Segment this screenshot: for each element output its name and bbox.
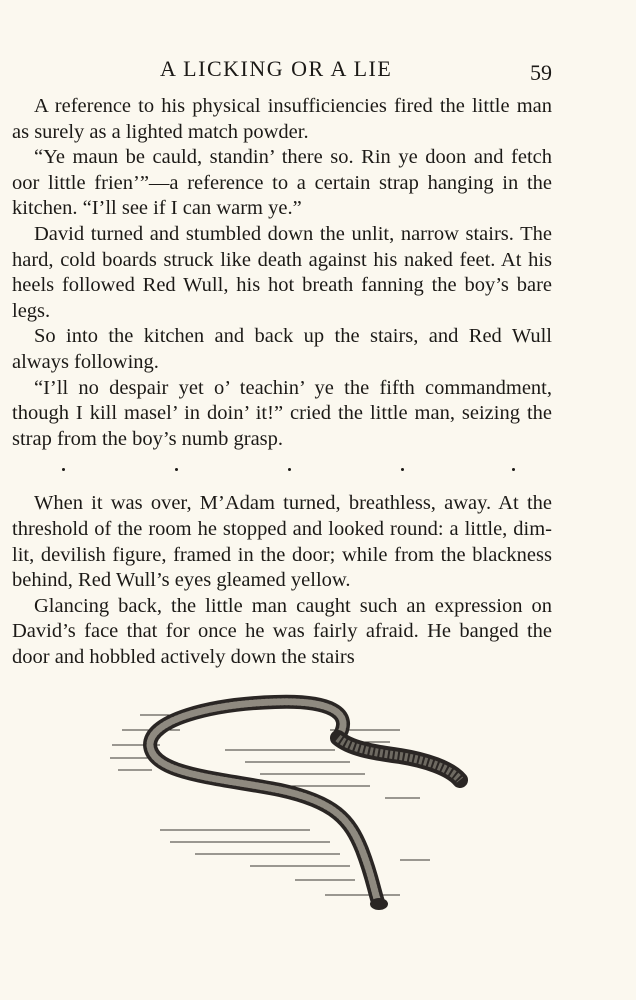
paragraph: “Ye maun be cauld, standin’ there so. Rin ye doon and fetch oor little frien’”—a reference to a certain strap hanging in the kitchen. “I’ll see if I can warm ye.” (12, 146, 552, 220)
strap-illustration (100, 690, 470, 915)
section-break-dots (12, 454, 552, 485)
strap-tip (370, 898, 388, 910)
paragraph: Glancing back, the little man caught such an expression on David’s face that for once he was fairly afraid. He banged the door and hobbled actively down the stairs (12, 594, 552, 668)
paragraph: “I’ll no despair yet o’ teachin’ ye the fifth commandment, though I kill masel’ in doin’ it!” cried the little man, seizing the strap from the boy’s numb grasp. (12, 376, 552, 450)
break-dot (401, 468, 404, 471)
paragraph: When it was over, M’Adam turned, breathless, away. At the threshold of the room he stopped and looked round: a little, dim-lit, devilish figure, framed in the door; while from the blackness behind, Red Wull’s eyes gleamed yellow. (12, 492, 552, 592)
paragraph: A reference to his physical insufficiencies fired the little man as surely as a lighted match powder. (12, 95, 552, 143)
break-dot (175, 468, 178, 471)
paragraph: So into the kitchen and back up the stairs, and Red Wull always following. (12, 325, 552, 373)
paragraph: David turned and stumbled down the unlit, narrow stairs. The hard, cold boards struck like death against his naked feet. At his heels followed Red Wull, his hot breath fanning the boy’s bare legs. (12, 222, 552, 322)
floor-hatching (110, 715, 430, 895)
body-text (12, 94, 552, 670)
running-head: A LICKING OR A LIE (160, 56, 393, 81)
break-dot (288, 468, 291, 471)
page-number: 59 (530, 60, 552, 85)
break-dot (62, 468, 65, 471)
page-header (0, 56, 636, 90)
break-dot (512, 468, 515, 471)
